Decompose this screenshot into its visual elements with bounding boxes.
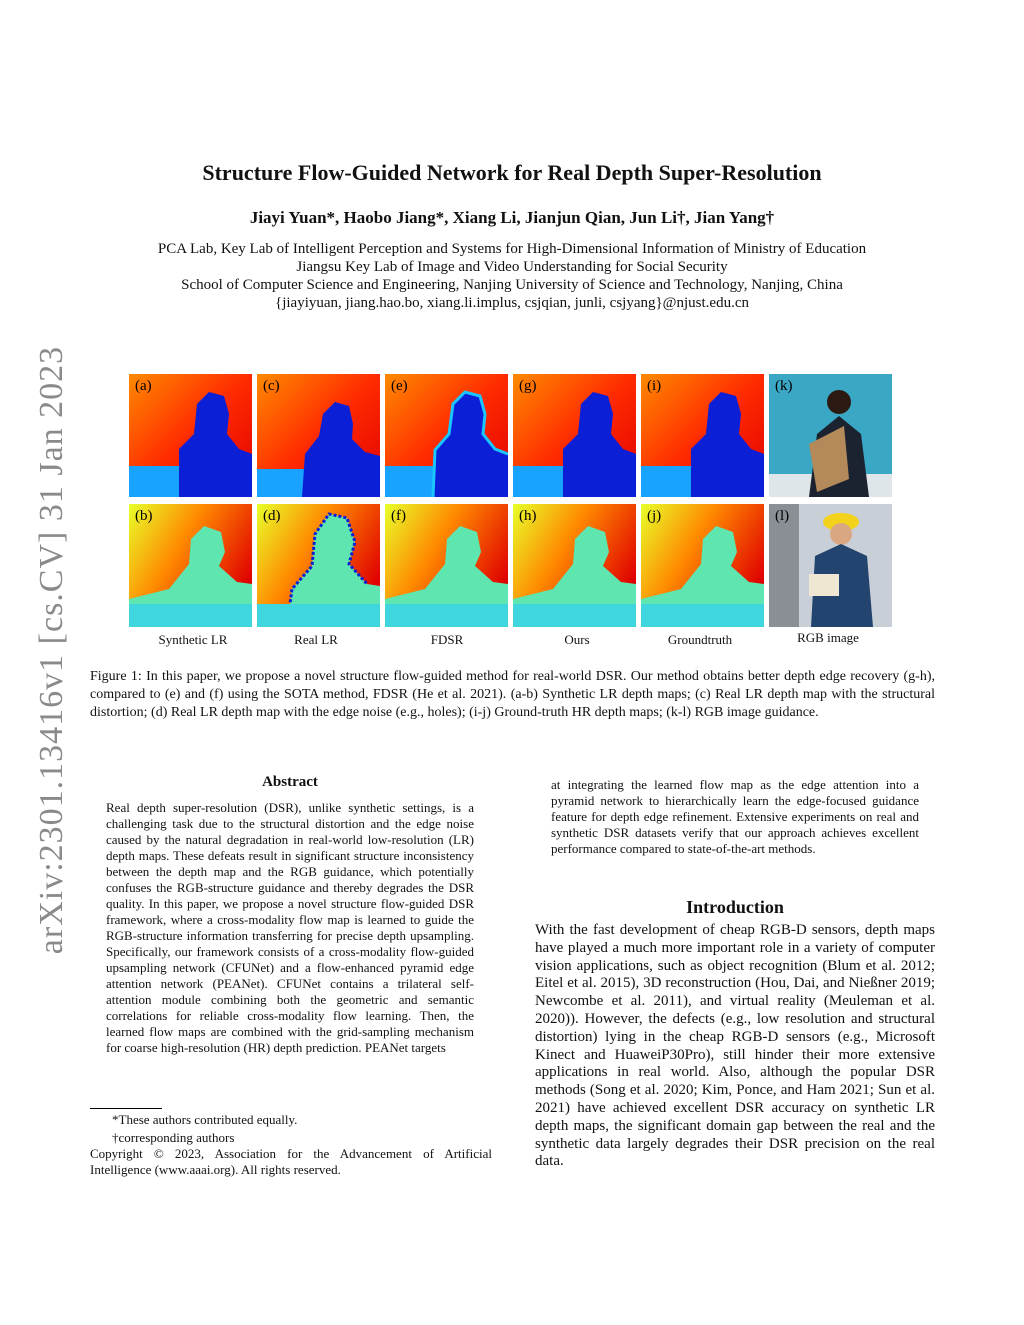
panel-i xyxy=(641,374,764,497)
panel-label: (g) xyxy=(519,378,537,394)
column-caption-real-lr: Real LR xyxy=(294,632,338,647)
copyright-notice: Copyright © 2023, Association for the Advancement of Artificial Intelligence (www.aaai.org). All rights reserved. xyxy=(90,1146,492,1177)
affiliation-line-1: PCA Lab, Key Lab of Intelligent Perception and Systems for High-Dimensional Information of Ministry of Education xyxy=(157,241,867,257)
panel-f xyxy=(385,504,508,627)
panel-label: (d) xyxy=(263,508,281,524)
paper-title: Structure Flow-Guided Network for Real Depth Super-Resolution xyxy=(202,160,822,185)
arxiv-sidebar xyxy=(30,345,74,955)
panel-label: (c) xyxy=(263,378,280,394)
panel-label: (j) xyxy=(647,508,662,524)
panel-label: (k) xyxy=(775,378,793,394)
affiliation-line-3: School of Computer Science and Engineering, Nanjing University of Science and Technology, Nanjing, China xyxy=(181,277,843,293)
abstract-text: Real depth super-resolution (DSR), unlike synthetic settings, is a challenging task due to the structural distortion and the edge noise caused by the natural degradation in real-world low-resolution (LR) depth maps. These defeats result in significant structure inconsistency between the depth map and the RGB guidance, which potentially confuses the RGB-structure guidance and thereby degrades the DSR quality. In this paper, we propose a novel structure flow-guided DSR framework, where a cross-modality flow map is learned to guide the RGB-structure information transferring for precise depth upsampling. Specifically, our framework consists of a cross-modality flow-guided upsampling network (CFUNet) and a flow-enhanced pyramid edge attention network (PEANet). CFUNet contains a trilateral self-attention module combining both the geometric and semantic correlations for reliable cross-modality flow learning. Then, the learned flow maps are combined with the grid-sampling mechanism for coarse high-resolution (HR) depth prediction. PEANet targets xyxy=(106,800,474,1055)
panel-k xyxy=(769,374,892,497)
panel-label: (a) xyxy=(135,378,152,394)
column-caption-groundtruth: Groundtruth xyxy=(667,632,733,647)
panel-b xyxy=(129,504,252,627)
panel-g xyxy=(513,374,636,497)
abstract-heading: Abstract xyxy=(262,774,318,790)
panel-label: (i) xyxy=(647,378,662,394)
column-caption-rgb-image: RGB image xyxy=(797,630,859,645)
panel-a xyxy=(129,374,252,497)
figure-1 xyxy=(129,374,894,627)
column-caption-fdsr: FDSR xyxy=(430,632,464,647)
panel-h xyxy=(513,504,636,627)
footnote-corresponding: †corresponding authors xyxy=(112,1130,235,1145)
author-emails: {jiayiyuan, jiang.hao.bo, xiang.li.implus, csjqian, junli, csjyang}@njust.edu.cn xyxy=(275,295,749,311)
panel-e xyxy=(385,374,508,497)
footnote-rule xyxy=(90,1108,162,1109)
panel-d xyxy=(257,504,380,627)
paper-authors: Jiayi Yuan*, Haobo Jiang*, Xiang Li, Jianjun Qian, Jun Li†, Jian Yang† xyxy=(249,208,775,227)
arxiv-identifier: arXiv:2301.13416v1 [cs.CV] 31 Jan 2023 xyxy=(33,345,70,955)
footnote-equal-contribution: *These authors contributed equally. xyxy=(112,1112,298,1127)
panel-c xyxy=(257,374,380,497)
affiliation-line-2: Jiangsu Key Lab of Image and Video Understanding for Social Security xyxy=(296,259,728,275)
column-caption-ours: Ours xyxy=(564,632,590,647)
panel-j xyxy=(641,504,764,627)
introduction-heading: Introduction xyxy=(686,897,784,917)
panel-l xyxy=(769,504,892,627)
column-caption-synthetic-lr: Synthetic LR xyxy=(158,632,228,647)
abstract-continued-text: at integrating the learned flow map as the edge attention into a pyramid network to hierarchically learn the edge-focused guidance feature for depth edge refinement. Extensive experiments on real and synthetic DSR datasets verify that our approach achieves excellent performance compared to state-of-the-art methods. xyxy=(551,777,919,856)
panel-label: (e) xyxy=(391,378,408,394)
figure-caption: Figure 1: In this paper, we propose a novel structure flow-guided method for real-world DSR. Our method obtains better depth edge recovery (g-h), compared to (e) and (f) using the SOTA method, FDSR (He et al. 2021). (a-b) Synthetic LR depth maps; (c) Real LR depth map with the structural distortion; (d) Real LR depth map with the edge noise (e.g., holes); (i-j) Ground-truth HR depth maps; (k-l) RGB image guidance. xyxy=(90,669,935,720)
panel-label: (b) xyxy=(135,508,153,524)
panel-label: (f) xyxy=(391,508,406,524)
panel-label: (h) xyxy=(519,508,537,524)
introduction-text: With the fast development of cheap RGB-D sensors, depth maps have played a much more important role in a variety of computer vision applications, such as object recognition (Blum et al. 2012; Eitel et al. 2015), 3D reconstruction (Hou, Dai, and Nießner 2019; Newcombe et al. 2011), and virtual reality (Meuleman et al. 2020)). However, the defects (e.g., low resolution and structural distortion) lying in the cheap RGB-D sensors (e.g., Microsoft Kinect and HuaweiP30Pro), still hinder their more extensive applications in real world. Also, although the popular DSR methods (Song et al. 2020; Kim, Ponce, and Ham 2021; Sun et al. 2021) have achieved excellent DSR accuracy on synthetic LR depth maps, the significant domain gap between the real and the synthetic data largely degrades their DSR precision on the real data. xyxy=(535,922,935,1170)
panel-label: (l) xyxy=(775,508,790,524)
